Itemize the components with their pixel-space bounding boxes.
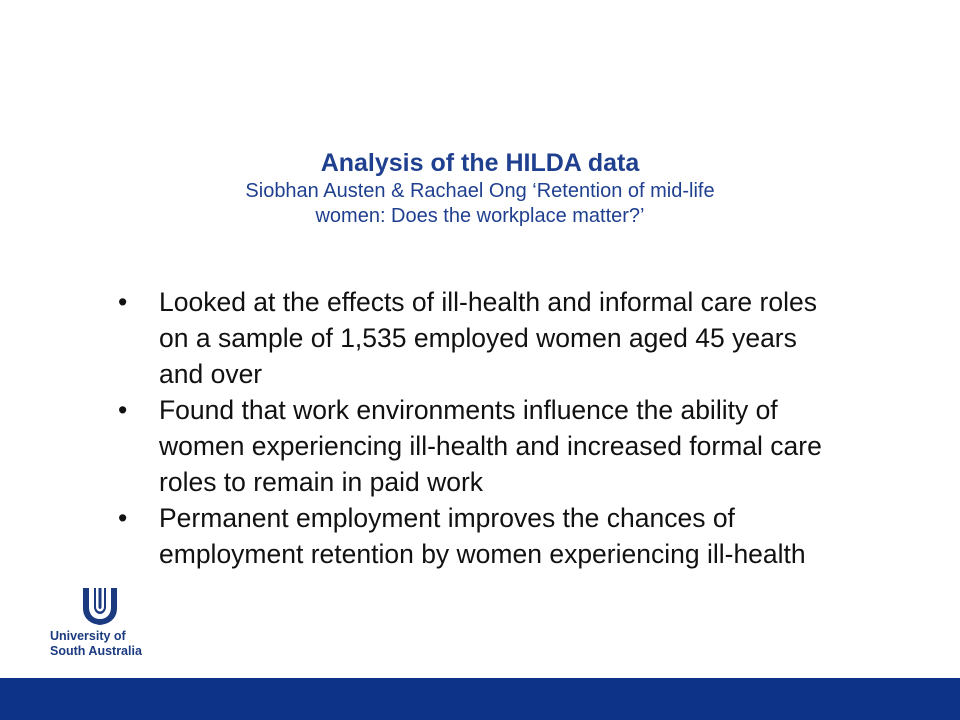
bullet-dot: • [118,503,128,533]
logo-wordmark [50,629,150,659]
title-block [0,148,960,229]
bullet-item [118,500,838,572]
subtitle-line-2: women: Does the workplace matter?’ [315,205,645,227]
slide-subtitle [0,179,960,229]
slide-title: Analysis of the HILDA data [320,149,640,177]
bullet-dot: • [118,395,128,425]
bullet-text: Found that work environments influence the ability of women experiencing ill-health and increased formal care roles to remain in paid work [159,395,822,497]
unisa-shield-icon [81,586,119,626]
logo-line-2: South Australia [50,644,142,658]
bullet-item [118,284,838,392]
bullet-dot: • [118,287,128,317]
footer-bar [0,678,960,720]
bullet-text: Looked at the effects of ill-health and informal care roles on a sample of 1,535 employed women aged 45 years and over [159,287,817,389]
bullet-item [118,392,838,500]
bullet-list [118,284,838,572]
university-logo [50,586,150,660]
logo-line-1: University of [50,629,126,643]
subtitle-line-1: Siobhan Austen & Rachael Ong ‘Retention of mid-life [245,180,715,202]
bullet-text: Permanent employment improves the chances of employment retention by women experiencing ill-health [159,503,806,569]
